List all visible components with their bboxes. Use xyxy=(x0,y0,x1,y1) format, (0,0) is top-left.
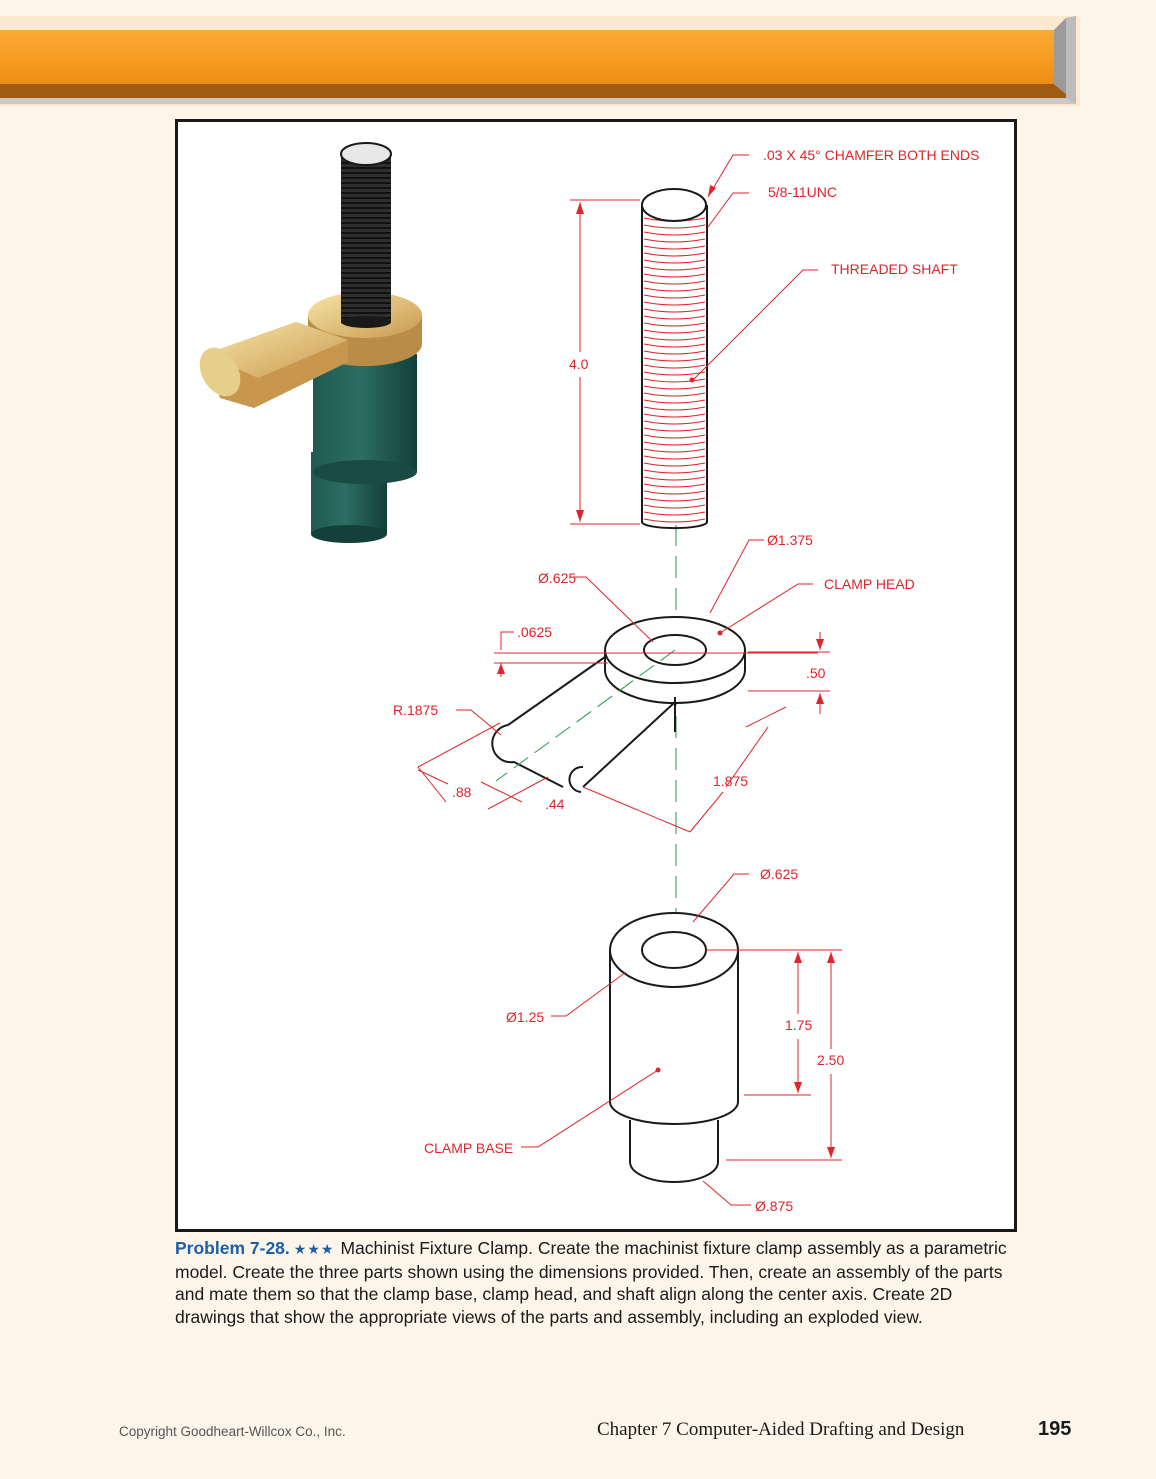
arm-offset-dim: .0625 xyxy=(517,624,553,640)
chapter-title: Chapter 7 Computer-Aided Drafting and Design xyxy=(597,1419,965,1440)
clamp-base-label: CLAMP BASE xyxy=(424,1140,514,1156)
problem-text: Machinist Fixture Clamp. Create the machinist fixture clamp assembly as a parametric model. Create the three parts shown using the dimensions provided. Then, create an assembly of the parts and mate them so that the clamp base, clamp head, and shaft align along the center axis. Create 2D drawings that show the appropriate views of the parts and assembly, including an exploded view. xyxy=(175,1238,1007,1327)
base-inner-diameter-dim: Ø.625 xyxy=(760,866,799,882)
figure-caption xyxy=(175,1237,1025,1328)
thread-callout: 5/8-11UNC xyxy=(768,184,837,200)
assembly-rendering xyxy=(191,143,422,543)
base-upper-height-dim: 1.75 xyxy=(785,1017,813,1033)
clamp-head-label: CLAMP HEAD xyxy=(824,576,915,592)
technical-drawing xyxy=(178,122,1014,1229)
head-height-dim: .50 xyxy=(806,665,826,681)
threaded-shaft-drawing xyxy=(642,189,707,528)
slot-width-dim: .44 xyxy=(545,796,565,812)
clamp-head-drawing xyxy=(492,617,745,792)
arm-length-dim: 1.875 xyxy=(713,773,749,789)
header-banner xyxy=(0,16,1080,106)
head-outer-diameter-dim: Ø1.375 xyxy=(767,532,813,548)
arm-width-dim: .88 xyxy=(452,784,472,800)
difficulty-stars: ★★★ xyxy=(293,1241,335,1257)
base-lower-diameter-dim: Ø.875 xyxy=(755,1198,794,1214)
head-inner-diameter-dim: Ø.625 xyxy=(538,570,577,586)
copyright-notice: Copyright Goodheart-Willcox Co., Inc. xyxy=(119,1424,346,1439)
base-total-height-dim: 2.50 xyxy=(817,1052,845,1068)
clamp-base-drawing xyxy=(610,913,738,1182)
base-outer-diameter-dim: Ø1.25 xyxy=(506,1009,545,1025)
chamfer-callout: .03 X 45° CHAMFER BOTH ENDS xyxy=(763,147,980,163)
threaded-shaft-label: THREADED SHAFT xyxy=(831,261,958,277)
shaft-length-dim: 4.0 xyxy=(569,356,589,372)
page-number: 195 xyxy=(1038,1418,1072,1440)
problem-number: Problem 7-28. xyxy=(175,1238,290,1258)
arm-radius-dim: R.1875 xyxy=(393,702,439,718)
figure-frame xyxy=(175,119,1017,1232)
